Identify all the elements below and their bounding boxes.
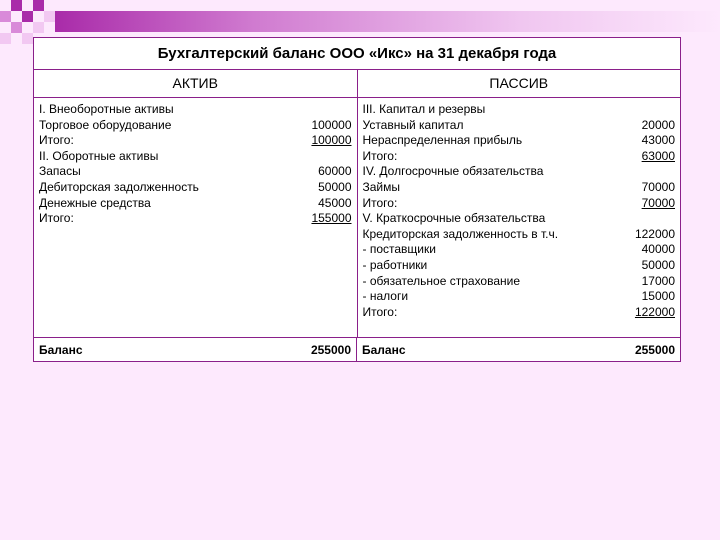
deco-square [0, 33, 11, 44]
table-row [363, 258, 676, 274]
table-row [363, 118, 676, 134]
row-label: Займы [362, 179, 400, 194]
row-value: 50000 [641, 257, 675, 272]
table-row [363, 289, 676, 305]
row-label: III. Капитал и резервы [362, 102, 486, 116]
table-row [363, 180, 676, 196]
row-label: Дебиторская задолженность [39, 179, 199, 194]
row-value: 100000 [311, 133, 352, 148]
table-row [363, 305, 676, 321]
table-row [39, 164, 352, 180]
row-value: 15000 [641, 289, 675, 304]
header-passive: ПАССИВ [489, 75, 549, 91]
row-value: 17000 [641, 273, 675, 288]
deco-square [22, 11, 33, 22]
table-header-row [34, 69, 680, 98]
row-label: IV. Долгосрочные обязательства [362, 164, 544, 179]
row-label: - обязательное страхование [362, 273, 521, 288]
row-value: 45000 [318, 195, 352, 210]
table-row [39, 133, 352, 149]
row-label: Торговое оборудование [39, 117, 172, 132]
deco-square [0, 11, 11, 22]
row-label: - поставщики [362, 242, 436, 257]
deco-square [11, 0, 22, 11]
row-value: 155000 [311, 211, 352, 226]
passive-total [357, 338, 680, 362]
balance-sheet-table [33, 37, 681, 362]
row-label: V. Краткосрочные обязательства [362, 211, 546, 226]
table-row [39, 196, 352, 212]
row-value: 122000 [634, 226, 675, 241]
active-total-value: 255000 [310, 343, 351, 357]
row-value: 100000 [311, 117, 352, 132]
row-label: Итого: [39, 133, 74, 148]
deco-square [33, 22, 44, 33]
active-total [34, 338, 357, 362]
deco-square [11, 22, 22, 33]
row-label: - работники [362, 257, 428, 272]
table-title: Бухгалтерский баланс ООО «Икс» на 31 декабря года [34, 38, 680, 70]
passive-total-value: 255000 [634, 343, 675, 357]
table-row [363, 196, 676, 212]
row-label: Итого: [362, 148, 398, 163]
row-value: 63000 [641, 148, 675, 163]
table-body-row [34, 98, 680, 338]
table-row [363, 211, 676, 227]
row-value: 20000 [641, 117, 675, 132]
row-label: Итого: [362, 304, 398, 319]
row-value: 43000 [641, 133, 675, 148]
row-value: 70000 [641, 179, 675, 194]
row-label: Денежные средства [39, 195, 151, 210]
passive-column [358, 98, 681, 337]
active-total-label: Баланс [39, 343, 83, 357]
row-label: II. Оборотные активы [39, 148, 159, 163]
table-row [363, 133, 676, 149]
active-column [34, 98, 358, 337]
table-row [363, 274, 676, 290]
row-label: Нераспределенная прибыль [362, 133, 523, 148]
row-label: Запасы [39, 164, 81, 179]
deco-square [44, 11, 55, 22]
row-label: I. Внеоборотные активы [39, 102, 174, 116]
table-row [39, 102, 352, 118]
table-row [39, 180, 352, 196]
table-row [363, 102, 676, 118]
row-label: - налоги [362, 289, 409, 304]
row-value: 40000 [641, 242, 675, 257]
row-value: 70000 [641, 195, 675, 210]
header-gradient-bar [55, 11, 720, 32]
table-row [363, 149, 676, 165]
passive-lines [363, 102, 676, 320]
table-row [39, 149, 352, 165]
row-value: 60000 [318, 164, 352, 179]
table-footer-row [34, 338, 680, 362]
row-value: 122000 [634, 304, 675, 319]
table-row [39, 211, 352, 227]
table-row [363, 164, 676, 180]
row-label: Уставный капитал [362, 117, 464, 132]
row-label: Кредиторская задолженность в т.ч. [362, 226, 559, 241]
row-label: Итого: [362, 195, 398, 210]
table-row [363, 242, 676, 258]
row-label: Итого: [39, 211, 74, 226]
deco-square [22, 33, 33, 44]
table-row [363, 227, 676, 243]
deco-square [33, 0, 44, 11]
row-value: 50000 [318, 179, 352, 194]
passive-total-label: Баланс [362, 343, 406, 357]
active-lines [39, 102, 352, 227]
header-active: АКТИВ [34, 69, 358, 97]
table-row [39, 118, 352, 134]
